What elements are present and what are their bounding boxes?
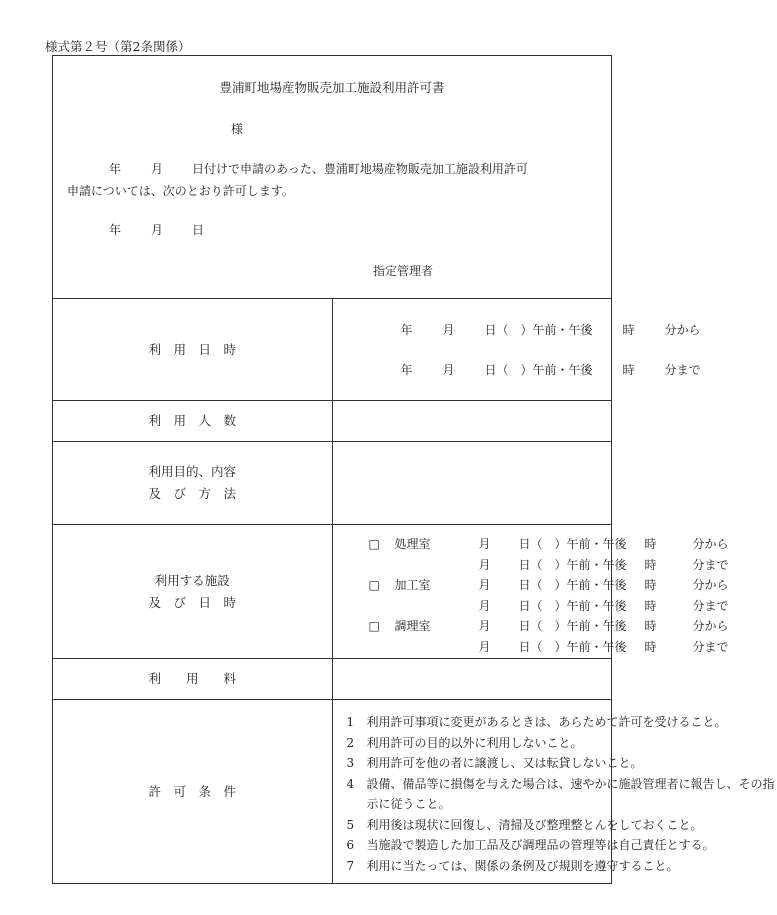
hour-label: 時	[622, 363, 635, 377]
condition-text: 利用許可事項に変更があるときは、あらためて許可を受けること。	[366, 715, 727, 729]
day-ampm-label: 日（ ）午前・午後	[518, 578, 627, 592]
month-label: 月	[478, 619, 491, 633]
month-label: 月	[478, 537, 491, 551]
body-line-2: 申請については、次のとおり許可します。	[67, 184, 294, 198]
purpose-label	[53, 442, 333, 525]
condition-item	[347, 835, 777, 856]
headcount-cell	[332, 401, 612, 442]
condition-text: 利用許可を他の者に譲渡し、又は転貸しないこと。	[366, 756, 643, 770]
day-ampm-label: 日（ ）午前・午後	[518, 619, 627, 633]
condition-number: 1	[346, 715, 355, 729]
month-label: 月	[478, 578, 491, 592]
conditions-cell	[332, 700, 775, 884]
usage-date-to	[401, 361, 701, 378]
condition-number: 5	[346, 817, 355, 832]
facility-label-line-1: 利用する施設	[154, 572, 230, 588]
minute-from-label: 分から	[664, 323, 701, 337]
day-label: 日	[192, 223, 205, 237]
month-label: 月	[151, 223, 164, 237]
facility-label	[53, 525, 333, 659]
minute-label: 分まで	[692, 557, 729, 572]
minute-label: 分まで	[692, 639, 729, 654]
purpose-label-line-1: 利用目的、内容	[148, 464, 236, 479]
conditions-list	[347, 712, 777, 876]
month-label: 月	[478, 557, 491, 572]
month-label: 月	[478, 639, 491, 654]
facility-name: 処理室	[394, 537, 431, 551]
condition-number: 7	[346, 858, 355, 873]
checkbox-icon[interactable]: □	[368, 537, 380, 551]
addressee-suffix: 様	[231, 122, 244, 136]
day-ampm-label: 日（ ）午前・午後	[518, 639, 627, 654]
minute-label: 分から	[692, 578, 729, 592]
minute-label: 分から	[692, 537, 729, 551]
facility-row-from	[369, 576, 729, 593]
year-label: 年	[400, 363, 413, 377]
fee-cell	[332, 659, 612, 700]
facility-row-to	[369, 638, 729, 655]
condition-item	[347, 856, 777, 877]
month-label: 月	[478, 598, 491, 613]
hour-label: 時	[644, 639, 657, 654]
usage-date-cell	[332, 299, 701, 401]
condition-number: 3	[346, 756, 355, 770]
condition-text: 利用後は現状に回復し、清掃及び整理整とんをしておくこと。	[366, 817, 703, 832]
checkbox-icon[interactable]: □	[368, 578, 380, 592]
hour-label: 時	[644, 557, 657, 572]
condition-number: 6	[346, 838, 355, 852]
month-label: 月	[442, 323, 455, 337]
day-ampm-label: 日（ ）午前・午後	[518, 537, 627, 551]
facility-row-to	[369, 556, 729, 573]
facility-name: 調理室	[394, 619, 431, 633]
facility-cell	[332, 525, 729, 659]
year-label: 年	[109, 223, 122, 237]
permit-title: 豊浦町地場産物販売加工施設利用許可書	[219, 80, 445, 95]
condition-text: 設備、備品等に損傷を与えた場合は、速やかに施設管理者に報告し、その指示に従うこと。	[366, 776, 775, 811]
hour-label: 時	[644, 537, 657, 551]
day-ampm-label: 日（ ）午前・午後	[484, 323, 593, 337]
permit-form-table	[52, 55, 775, 884]
hour-label: 時	[644, 578, 657, 592]
month-label: 月	[151, 162, 164, 176]
condition-item	[347, 774, 777, 815]
condition-text: 利用に当たっては、関係の条例及び規則を遵守すること。	[366, 858, 679, 873]
usage-date-label: 利 用 日 時	[53, 299, 333, 401]
condition-number: 2	[346, 735, 355, 750]
body-line-1-text: 日付けで申請のあった、豊浦町地場産物販売加工施設利用許可	[192, 162, 528, 176]
hour-label: 時	[622, 323, 635, 337]
facility-row-to	[369, 597, 729, 614]
permit-header-cell	[53, 56, 612, 299]
facility-row-from	[369, 617, 729, 634]
issuer-label: 指定管理者	[373, 264, 434, 278]
day-ampm-label: 日（ ）午前・午後	[518, 557, 627, 572]
fee-label: 利 用 料	[53, 659, 333, 700]
day-ampm-label: 日（ ）午前・午後	[518, 598, 627, 613]
checkbox-icon[interactable]: □	[368, 619, 380, 633]
usage-date-from	[401, 321, 701, 338]
condition-text: 当施設で製造した加工品及び調理品の管理等は自己責任とする。	[366, 838, 715, 852]
purpose-cell	[332, 442, 612, 525]
minute-label: 分から	[692, 619, 729, 633]
year-label: 年	[400, 323, 413, 337]
condition-number: 4	[346, 776, 355, 791]
hour-label: 時	[644, 619, 657, 633]
body-line-1	[109, 160, 528, 177]
condition-item	[347, 712, 777, 733]
issue-date	[109, 221, 204, 238]
form-number: 様式第２号（第2条関係）	[45, 39, 191, 54]
conditions-label: 許 可 条 件	[53, 700, 333, 884]
minute-label: 分まで	[692, 598, 729, 613]
condition-text: 利用許可の目的以外に利用しないこと。	[366, 735, 583, 750]
headcount-label: 利 用 人 数	[53, 401, 333, 442]
month-label: 月	[442, 363, 455, 377]
facility-label-line-2: 及 び 日 時	[148, 594, 236, 610]
condition-item	[347, 815, 777, 836]
facility-row-from	[369, 535, 729, 552]
purpose-label-line-2: 及 び 方 法	[148, 486, 236, 501]
condition-item	[347, 733, 777, 754]
hour-label: 時	[644, 598, 657, 613]
day-ampm-label: 日（ ）午前・午後	[484, 363, 593, 377]
condition-item	[347, 753, 777, 774]
minute-to-label: 分まで	[664, 363, 701, 377]
facility-name: 加工室	[394, 578, 431, 592]
year-label: 年	[109, 162, 122, 176]
